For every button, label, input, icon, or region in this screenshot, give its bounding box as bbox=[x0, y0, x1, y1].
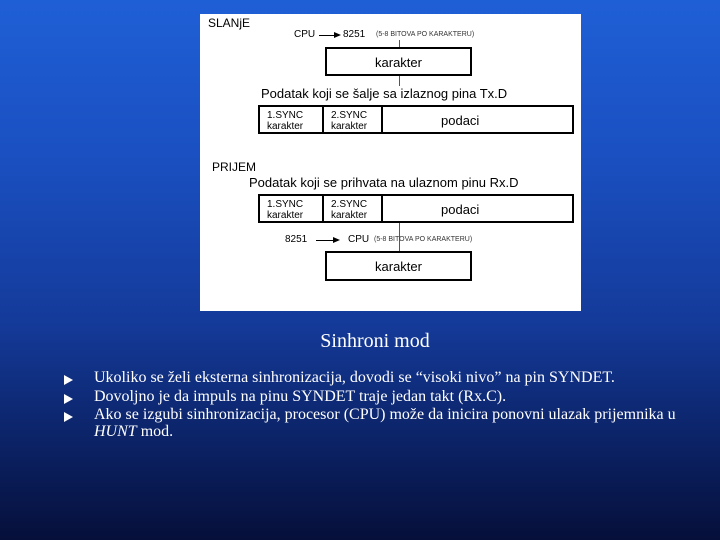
send-bits-note: (5-8 BITOVA PO KARAKTERU) bbox=[376, 31, 475, 38]
send-character-box bbox=[325, 47, 472, 76]
rx-caption: Podatak koji se prihvata na ulaznom pinu Rx.D bbox=[249, 175, 519, 190]
sync-mode-diagram bbox=[200, 14, 581, 311]
bullet-item bbox=[64, 389, 704, 406]
recv-title: PRIJEM bbox=[212, 160, 257, 174]
tx-sync1-line2: karakter bbox=[267, 121, 304, 132]
bullet-text-post: mod. bbox=[136, 422, 174, 440]
send-chip-label: 8251 bbox=[343, 29, 366, 40]
tx-sync2-cell bbox=[324, 107, 383, 132]
bullet-text: Ukoliko se želi eksterna sinhronizacija, dovodi se “visoki nivo” na pin SYNDET. bbox=[94, 369, 615, 386]
bullet-list bbox=[64, 370, 704, 442]
tx-sync1-line1: 1.SYNC bbox=[267, 110, 304, 121]
bullet-text-pre: Ako se izgubi sinhronizacija, procesor (CPU) može da inicira ponovni ulazak prijemnika u bbox=[94, 406, 676, 423]
diagram-caption: Sinhroni mod bbox=[320, 330, 430, 352]
rx-sync1-cell bbox=[260, 196, 324, 221]
send-connector-2 bbox=[399, 76, 400, 86]
send-character-label: karakter bbox=[375, 55, 422, 70]
rx-data-label: podaci bbox=[441, 202, 480, 217]
tx-caption: Podatak koji se šalje sa izlaznog pina Tx.D bbox=[261, 86, 508, 101]
send-cpu-label: CPU bbox=[294, 29, 316, 40]
rx-sync1-line2: karakter bbox=[267, 210, 304, 221]
tx-sync2-line1: 2.SYNC bbox=[331, 110, 368, 121]
tx-frame bbox=[258, 105, 574, 134]
hunt-mode-term: HUNT bbox=[94, 422, 137, 440]
rx-sync2-cell bbox=[324, 196, 383, 221]
recv-arrow bbox=[316, 240, 338, 241]
arrow-bullet-icon bbox=[64, 412, 73, 422]
recv-bits-note: (5-8 BITOVA PO KARAKTERU) bbox=[374, 236, 473, 243]
bullet-text bbox=[94, 406, 676, 440]
send-arrow bbox=[319, 35, 339, 36]
bullet-text: Dovoljno je da impuls na pinu SYNDET traje jedan takt (Rx.C). bbox=[94, 387, 507, 405]
recv-character-label: karakter bbox=[375, 259, 422, 274]
rx-sync2-line2: karakter bbox=[331, 210, 368, 221]
recv-cpu-label: CPU bbox=[348, 234, 370, 245]
bullet-item bbox=[64, 370, 704, 387]
recv-character-box bbox=[325, 251, 472, 281]
arrow-bullet-icon bbox=[64, 375, 73, 385]
tx-data-label: podaci bbox=[441, 113, 480, 128]
bullet-item bbox=[64, 407, 704, 440]
recv-chip-label: 8251 bbox=[285, 234, 308, 245]
arrow-bullet-icon bbox=[64, 394, 73, 404]
tx-sync2-line2: karakter bbox=[331, 121, 368, 132]
send-title: SLANjE bbox=[208, 16, 251, 30]
rx-sync1-line1: 1.SYNC bbox=[267, 199, 304, 210]
rx-sync2-line1: 2.SYNC bbox=[331, 199, 368, 210]
tx-sync1-cell bbox=[260, 107, 324, 132]
rx-frame bbox=[258, 194, 574, 223]
